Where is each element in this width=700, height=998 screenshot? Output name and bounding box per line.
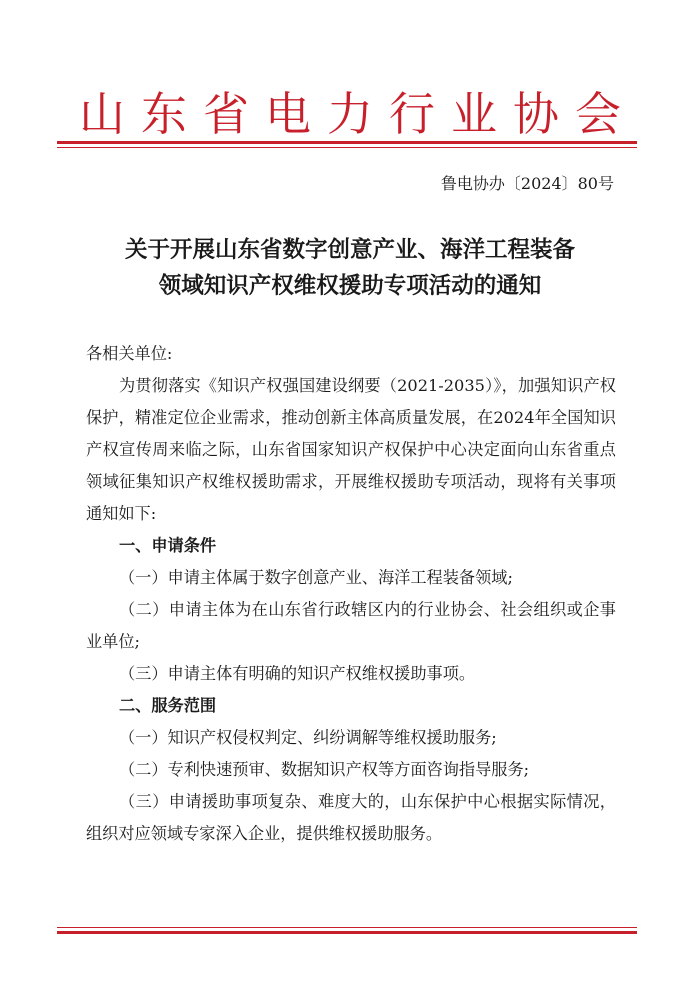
section-item: （三）申请主体有明确的知识产权维权援助事项。 <box>119 664 476 683</box>
section-item: （一）知识产权侵权判定、纠纷调解等维权援助服务; <box>119 728 497 747</box>
document-number: 鲁电协办〔2024〕80号 <box>440 174 614 193</box>
section-item: （二）专利快速预审、数据知识产权等方面咨询指导服务; <box>119 760 530 779</box>
section-item: （一）申请主体属于数字创意产业、海洋工程装备领域; <box>119 568 513 587</box>
section-heading: 一、申请条件 <box>119 536 217 555</box>
letterhead-rule-thin <box>57 147 637 148</box>
footer-rule-thick <box>57 931 637 934</box>
section-item: （三）申请援助事项复杂、难度大的，山东保护中心根据实际情况，组织对应领域专家深入企业，提供维权援助服务。 <box>86 792 616 843</box>
section-item: （二）申请主体为在山东省行政辖区内的行业协会、社会组织或企事业单位; <box>86 600 616 651</box>
section-heading: 二、服务范围 <box>119 696 217 715</box>
letterhead-rule-thick <box>57 141 637 144</box>
letterhead-org-name: 山东省电力行业协会 <box>79 87 637 141</box>
footer-rule-thin <box>57 927 637 928</box>
document-title <box>60 232 640 304</box>
document-body <box>86 338 616 850</box>
salutation: 各相关单位: <box>86 344 173 363</box>
intro-paragraph: 为贯彻落实《知识产权强国建设纲要（2021-2035）》，加强知识产权保护，精准定位企业需求，推动创新主体高质量发展，在2024年全国知识产权宣传周来临之际，山东省国家知识产权保护中心决定面向山东省重点领域征集知识产权维权援助需求，开展维权援助专项活动，现将有关事项通知如下: <box>86 376 616 523</box>
title-line: 领域知识产权维权援助专项活动的通知 <box>158 273 542 299</box>
title-line: 关于开展山东省数字创意产业、海洋工程装备 <box>124 237 575 263</box>
